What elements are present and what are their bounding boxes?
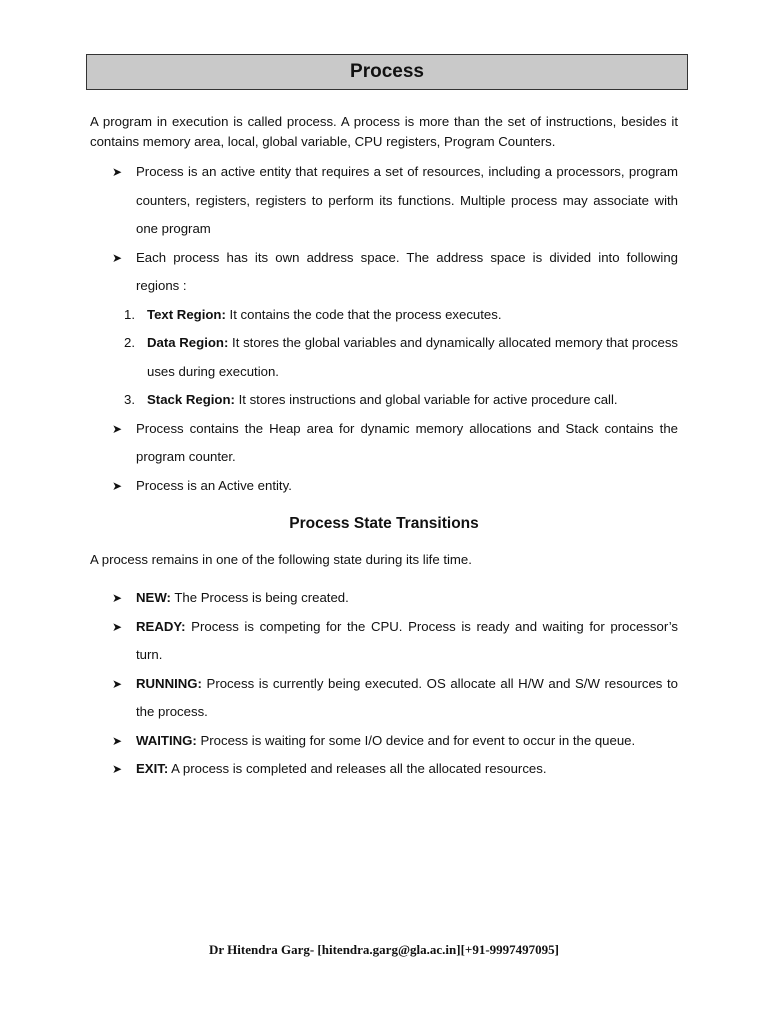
arrow-bullet-icon: ➤ — [112, 165, 123, 179]
arrow-bullet-icon: ➤ — [112, 421, 123, 436]
section-intro: A process remains in one of the following state during its life time. — [90, 552, 472, 567]
list-item: ➤ Process contains the Heap area for dynamic memory allocations and Stack contains the program counter. — [0, 415, 678, 472]
arrow-bullet-icon: ➤ — [112, 676, 123, 691]
state-bullet-list — [0, 584, 768, 784]
state-item: ➤ RUNNING: Process is currently being executed. OS allocate all H/W and S/W resources to the process. — [0, 670, 678, 727]
state-item: ➤ READY: Process is competing for the CPU. Process is ready and waiting for processor’s turn. — [0, 613, 678, 670]
region-item: 3. Stack Region: It stores instructions and global variable for active procedure call. — [124, 392, 618, 407]
list-item: ➤ Process is an active entity that requires a set of resources, including a processors, program counters, registers, registers to perform its functions. Multiple process may associate with one program — [0, 158, 678, 244]
intro-paragraph: A program in execution is called process. A process is more than the set of instructions, besides it contains memory area, local, global variable, CPU registers, Program Counters. — [90, 114, 678, 149]
arrow-bullet-icon: ➤ — [112, 478, 123, 493]
list-item: ➤ Process is an Active entity. — [0, 472, 678, 501]
arrow-bullet-icon: ➤ — [112, 733, 123, 748]
process-bullet-list — [0, 158, 768, 500]
footer-author: Dr Hitendra Garg- [hitendra.garg@gla.ac.in][+91-9997497095] — [209, 942, 559, 957]
list-item: ➤ Each process has its own address space. The address space is divided into following regions : — [0, 244, 678, 301]
region-item: 2. Data Region: It stores the global variables and dynamically allocated memory that process uses during execution. — [124, 335, 679, 379]
arrow-bullet-icon: ➤ — [112, 619, 123, 634]
arrow-bullet-icon: ➤ — [112, 250, 123, 265]
section-heading: Process State Transitions — [289, 515, 479, 532]
arrow-bullet-icon: ➤ — [112, 591, 123, 605]
region-item: 1. Text Region: It contains the code that the process executes. — [124, 306, 502, 322]
title-box — [86, 54, 688, 90]
state-item: ➤ NEW: The Process is being created. — [0, 584, 678, 613]
page-title: Process — [350, 61, 424, 82]
state-item: ➤ EXIT: A process is completed and releases all the allocated resources. — [0, 755, 678, 784]
arrow-bullet-icon: ➤ — [112, 762, 123, 776]
state-item: ➤ WAITING: Process is waiting for some I/O device and for event to occur in the queue. — [0, 727, 678, 756]
